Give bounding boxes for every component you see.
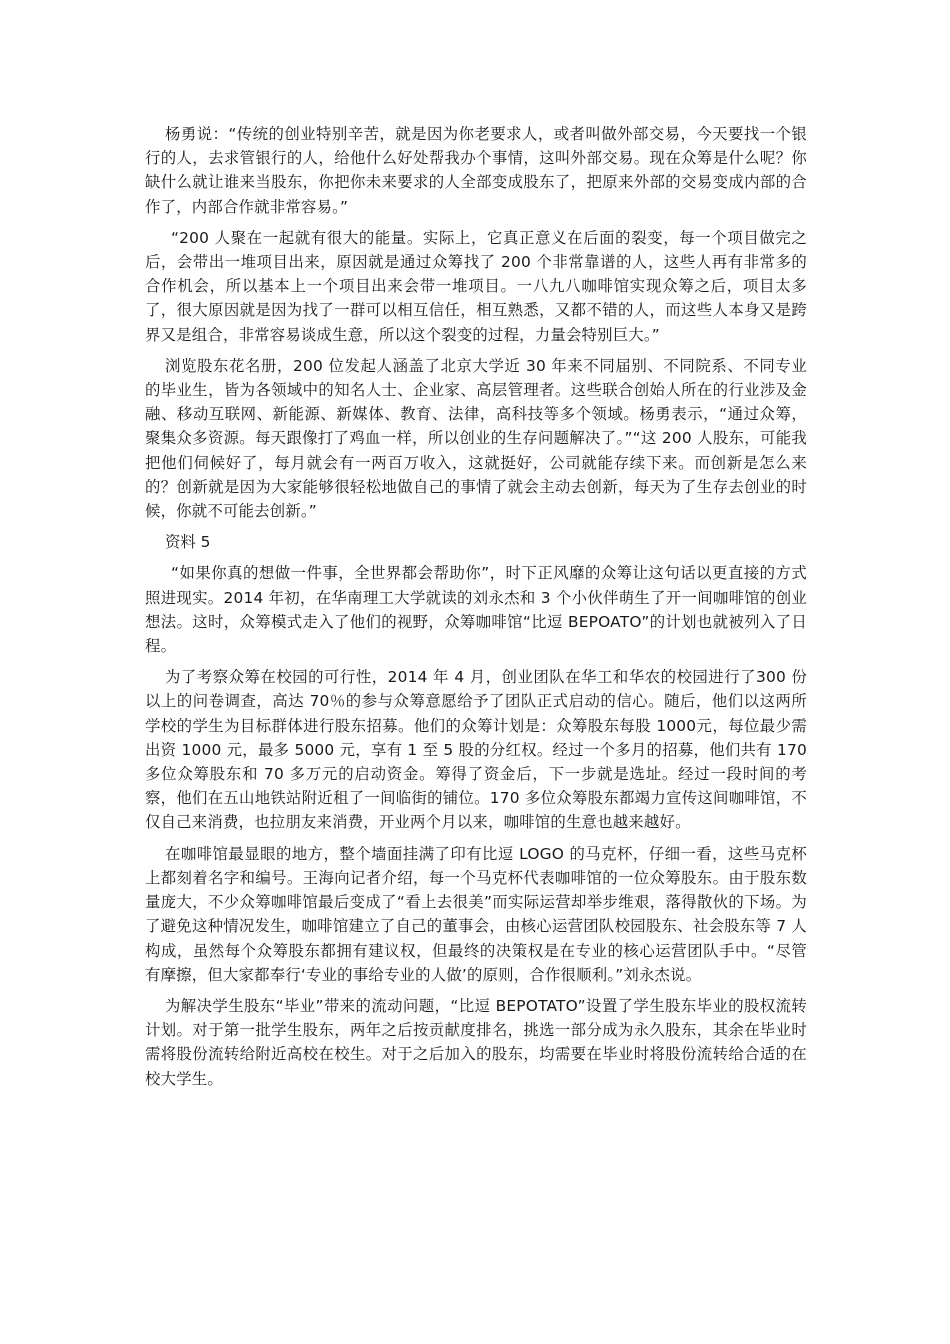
document-page — [145, 122, 807, 1098]
paragraph-campus-survey: 为了考察众筹在校园的可行性，2014 年 4 月，创业团队在华工和华农的校园进行了300 份以上的问卷调查，高达 70％的参与众筹意愿给予了团队正式启动的信心。随后，他们以这两所学校的学生为目标群体进行股东招募。他们的众筹计划是：众筹股东每股 1000元，每位最少需出资 1000 元，最多 5000 元，享有 1 至 5 股的分红权。经过一个多月的招募，他们共有 170 多位众筹股东和 70 多万元的启动资金。筹得了资金后，下一步就是选址。经过一段时间的考察，他们在五山地铁站附近租了一间临街的铺位。170 多位众筹股东都竭力宣传这间咖啡馆，不仅自己来消费，也拉朋友来消费，开业两个月以来，咖啡馆的生意也越来越好。 — [145, 668, 807, 832]
paragraph-equity-transfer: 为解决学生股东“毕业”带来的流动问题，“比逗 BEPOTATO”设置了学生股东毕业的股权流转计划。对于第一批学生股东，两年之后按贡献度排名，挑选一部分成为永久股东，其余在毕业时需将股份流转给附近高校在校生。对于之后加入的股东，均需要在毕业时将股份流转给合适的在校大学生。 — [145, 996, 807, 1088]
paragraph-200-people: “200 人聚在一起就有很大的能量。实际上，它真正意义在后面的裂变，每一个项目做完之后，会带出一堆项目出来，原因就是通过众筹找了 200 个非常靠谱的人，这些人再有非常多的合作机会，所以基本上一个项目出来会带一堆项目。一八九八咖啡馆实现众筹之后，项目太多了，很大原因就是因为找了一群可以相互信任，相互熟悉，又都不错的人，而这些人本身又是跨界又是组合，非常容易谈成生意，所以这个裂变的过程，力量会特别巨大。” — [145, 228, 807, 344]
paragraph-bepoato-intro: “如果你真的想做一件事，全世界都会帮助你”，时下正风靡的众筹让这句话以更直接的方式照进现实。2014 年初，在华南理工大学就读的刘永杰和 3 个小伙伴萌生了开一间咖啡馆的创业想法。这时，众筹模式走入了他们的视野，众筹咖啡馆“比逗 BEPOATO”的计划也就被列入了日程。 — [145, 564, 807, 656]
paragraph-yangyong-quote: 杨勇说：“传统的创业特别辛苦，就是因为你老要求人，或者叫做外部交易，今天要找一个银行的人，去求管银行的人，给他什么好处帮我办个事情，这叫外部交易。现在众筹是什么呢？你缺什么就让谁来当股东，你把你未来要求的人全部变成股东了，把原来外部的交易变成内部的合作了，内部合作就非常容易。” — [145, 125, 807, 216]
paragraph-mug-wall: 在咖啡馆最显眼的地方，整个墙面挂满了印有比逗 LOGO 的马克杯，仔细一看，这些马克杯上都刻着名字和编号。王海向记者介绍，每一个马克杯代表咖啡馆的一位众筹股东。由于股东数量庞大，不少众筹咖啡馆最后变成了“看上去很美”而实际运营却举步维艰，落得散伙的下场。为了避免这种情况发生，咖啡馆建立了自己的董事会，由核心运营团队校园股东、社会股东等 7 人构成，虽然每个众筹股东都拥有建议权，但最终的决策权是在专业的核心运营团队手中。“尽管有摩擦，但大家都奉行‘专业的事给专业的人做’的原则，合作很顺利。”刘永杰说。 — [145, 844, 807, 984]
section-heading: 资料 5 — [165, 533, 211, 552]
paragraph-shareholder-roster: 浏览股东花名册，200 位发起人涵盖了北京大学近 30 年来不同届别、不同院系、不同专业的毕业生，皆为各领域中的知名人士、企业家、高层管理者。这些联合创始人所在的行业涉及金融、移动互联网、新能源、新媒体、教育、法律，高科技等多个领域。杨勇表示，“通过众筹，聚集众多资源。每天跟像打了鸡血一样，所以创业的生存问题解决了。”“这 200 人股东，可能我把他们伺候好了，每月就会有一两百万收入，这就挺好，公司就能存续下来。而创新是怎么来的？创新就是因为大家能够很轻松地做自己的事情了就会主动去创新，每天为了生存去创业的时候，你就不可能去创新。” — [145, 356, 807, 521]
